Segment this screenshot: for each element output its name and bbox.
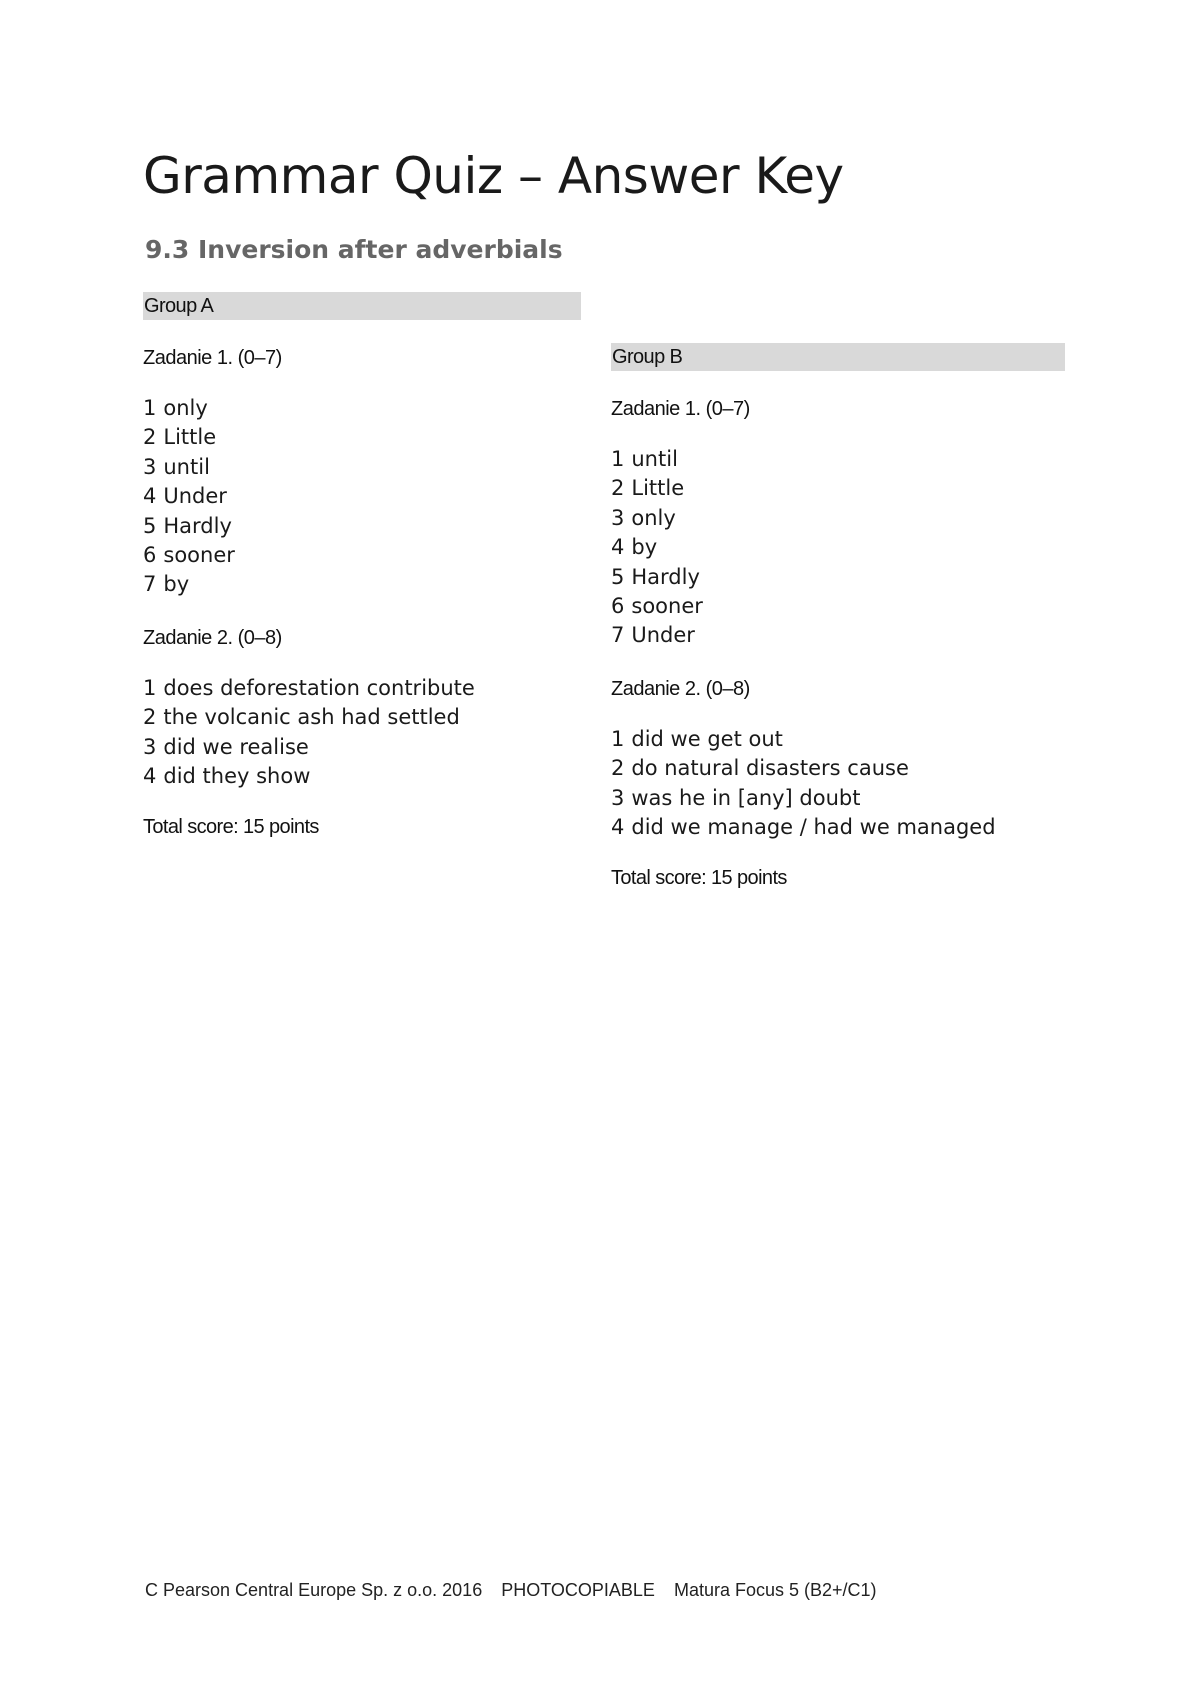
answer-item (143, 512, 598, 541)
answer-item (143, 674, 598, 703)
answer-text: did we manage / had we managed (631, 814, 996, 839)
group-a-column (143, 292, 598, 841)
answer-item (143, 733, 598, 762)
answer-item (143, 482, 598, 511)
group-b-column (611, 343, 1066, 892)
answer-item (611, 563, 1066, 592)
group-b-task1-answers (611, 445, 1066, 651)
answer-number: 1 (143, 396, 157, 420)
answer-text: did they show (163, 763, 311, 788)
answer-number: 7 (611, 623, 625, 648)
group-a-task1-answers (143, 394, 598, 600)
answer-text: Hardly (631, 564, 700, 589)
answer-text: until (163, 454, 210, 479)
answer-number: 1 (611, 726, 625, 751)
answer-text: Under (163, 484, 227, 509)
answer-text: by (631, 535, 658, 560)
answer-text: Hardly (163, 513, 232, 538)
answer-number: 2 (611, 476, 625, 501)
answer-item (611, 474, 1066, 503)
answer-item (611, 533, 1066, 562)
answer-item (143, 541, 598, 570)
answer-number: 5 (611, 564, 625, 589)
answer-number: 1 (611, 447, 625, 471)
answer-text: until (631, 447, 678, 471)
answer-number: 3 (611, 785, 625, 810)
answer-number: 7 (143, 572, 157, 597)
answer-number: 6 (611, 593, 625, 618)
answer-text: did we realise (163, 734, 309, 759)
answer-item (611, 504, 1066, 533)
answer-number: 3 (143, 734, 157, 759)
answer-text: did we get out (631, 726, 783, 751)
answer-item (611, 621, 1066, 650)
answer-text: sooner (631, 593, 703, 618)
answer-text: only (631, 505, 676, 530)
group-a-task2-answers (143, 674, 598, 792)
answer-item (143, 453, 598, 482)
answer-number: 4 (611, 814, 625, 839)
group-b-task1-heading: Zadanie 1. (0–7) (611, 398, 750, 420)
group-a-task2-heading: Zadanie 2. (0–8) (143, 626, 282, 649)
answer-item (611, 592, 1066, 621)
answer-text: only (163, 396, 208, 420)
answer-number: 4 (143, 763, 157, 788)
footer-course: Matura Focus 5 (B2+/C1) (673, 1580, 877, 1600)
answer-item (611, 445, 1066, 474)
group-b-total-score: Total score: 15 points (611, 867, 787, 890)
answer-text: the volcanic ash had settled (163, 705, 460, 730)
group-b-task2-answers (611, 725, 1066, 843)
group-a-header: Group A (143, 292, 581, 320)
answer-number: 2 (611, 756, 625, 781)
footer-photocopiable: PHOTOCOPIABLE (501, 1580, 655, 1600)
answer-text: by (163, 572, 190, 597)
page-title: Grammar Quiz – Answer Key (143, 147, 844, 205)
answer-text: does deforestation contribute (163, 675, 475, 700)
answer-text: Little (163, 425, 217, 450)
answer-item (143, 394, 598, 423)
answer-item (611, 725, 1066, 754)
answer-text: was he in [any] doubt (631, 785, 861, 810)
section-subtitle: 9.3 Inversion after adverbials (145, 235, 563, 264)
answer-item (143, 762, 598, 791)
group-b-header: Group B (611, 343, 1065, 371)
group-b-task2-heading: Zadanie 2. (0–8) (611, 677, 750, 700)
answer-number: 3 (143, 454, 157, 479)
answer-item (611, 784, 1066, 813)
answer-number: 3 (611, 505, 625, 530)
answer-number: 4 (611, 535, 625, 560)
page-footer (145, 1580, 891, 1601)
answer-item (143, 423, 598, 452)
footer-copyright: C Pearson Central Europe Sp. z o.o. 2016 (145, 1580, 483, 1600)
answer-text: do natural disasters cause (631, 756, 909, 781)
answer-number: 1 (143, 675, 157, 700)
answer-number: 4 (143, 484, 157, 509)
answer-text: Under (631, 623, 695, 648)
answer-item (143, 703, 598, 732)
answer-number: 2 (143, 425, 157, 450)
answer-item (611, 813, 1066, 842)
group-a-total-score: Total score: 15 points (143, 816, 319, 839)
group-a-task1-heading: Zadanie 1. (0–7) (143, 347, 282, 369)
answer-number: 2 (143, 705, 157, 730)
answer-number: 6 (143, 542, 157, 567)
answer-item (143, 570, 598, 599)
answer-text: sooner (163, 542, 235, 567)
answer-number: 5 (143, 513, 157, 538)
answer-item (611, 754, 1066, 783)
answer-text: Little (631, 476, 685, 501)
